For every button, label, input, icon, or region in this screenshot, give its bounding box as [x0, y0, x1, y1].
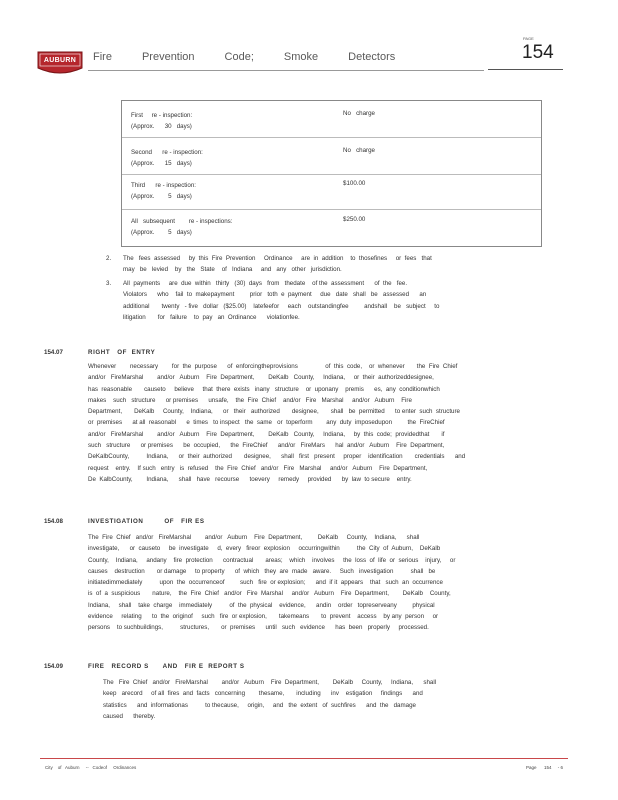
text-line: The Fire Chief and/or FireMarshal and/or Auburn Fire Department, DeKalb County, Indiana, shall [103, 679, 437, 686]
section-body [103, 677, 543, 722]
fee-label-line: Third re - inspection: [131, 182, 196, 189]
fee-row [122, 210, 541, 245]
fee-label-line: (Approx. 5 days) [131, 229, 192, 236]
text-line: may be levied by the State of Indiana and any other jurisdiction. [123, 266, 342, 274]
section-number: 154.08 [44, 518, 63, 525]
text-line: litigation for failure to pay an Ordinance violationfee. [123, 313, 300, 321]
text-line: The Fire Chief and/or FireMarshal and/or Auburn Fire Department, DeKalb County, Indiana, shall [88, 534, 420, 541]
section-body [88, 361, 558, 485]
fee-label-line: All subsequent re - inspections: [131, 218, 233, 225]
title-word: Detectors [348, 51, 396, 63]
footer-left-text: City of Auburn -- Codeof Ordinances [45, 765, 137, 770]
text-line: persons to suchbuildings, structures, or premises until such evidence has been properly processed. [88, 624, 429, 632]
text-line: caused thereby. [103, 712, 156, 720]
section-body [88, 532, 558, 634]
text-line: DeKalbCounty, Indiana, or their authorized designee, shall first present proper identification credentials and [88, 453, 466, 461]
text-line: evidence relating to the originof such fire or explosion, takemeans to prevent access by any person or [88, 613, 439, 621]
title-word: Fire [93, 51, 112, 63]
list-number: 3. [106, 280, 112, 287]
text-line: makes such structure or premises unsafe, the Fire Chief and/or Fire Marshal and/or Auburn Fire [88, 396, 412, 404]
text-line: has reasonable causeto believe that there exists inany structure or uponany premis es, any conditionwhich [88, 385, 440, 393]
fee-value: No charge [343, 147, 375, 154]
section-title: RIGHT OF ENTRY [88, 349, 156, 356]
text-line: Indiana, shall take charge immediately of the physical evidence, andin order topreserveany physical [88, 601, 435, 609]
text-line: All payments are due within thirty (30) days from thedate of the assessment of the fee. [123, 280, 408, 287]
text-line: County, Indiana, andany fire protection contractual areas; which involves the loss of life or serious injury, or [88, 556, 456, 564]
fee-label [131, 216, 232, 238]
text-line: such structure or premises be occupied, the FireChief and/or FireMars hal and/or Auburn Fire Department, [88, 442, 445, 450]
page-title [93, 51, 425, 63]
fee-label [131, 147, 203, 169]
text-line: additional twenty - five dollar ($25.00) latefeefor each outstandingfee andshall be subject to [123, 302, 440, 310]
text-line: causes destruction or damage to property of which they are made aware. Such investigation shall be [88, 567, 436, 575]
text-line: Violators who fail to makepayment prior toth e payment due date shall be assessed an [123, 291, 427, 299]
text-line: and/or FireMarshal and/or Auburn Fire Department, DeKalb County, Indiana, or their authorizeddesignee, [88, 374, 434, 382]
footer-page-number: Page 154 - 6 [526, 765, 564, 770]
text-line: The fees assessed by this Fire Prevention Ordinance are in addition to thosefines or fees that [123, 255, 432, 262]
fee-label-line: First re - inspection: [131, 112, 193, 119]
section-number: 154.09 [44, 663, 63, 670]
title-word: Smoke [283, 51, 319, 63]
page-label: PAGE [523, 36, 534, 41]
fee-row [122, 175, 541, 210]
section-title: INVESTIGATION OF FIR ES [88, 518, 205, 525]
list-body [123, 253, 553, 276]
header-divider [88, 70, 484, 71]
text-line: Department, DeKalb County, Indiana, or their authorized designee, shall be permitted to enter such structure [88, 408, 461, 416]
text-line: is of a suspicious nature, the Fire Chief and/or Fire Marshal and/or Auburn Fire Department, DeKalb County, [88, 590, 451, 598]
fee-label [131, 180, 196, 202]
logo-text: AUBURN [43, 57, 77, 64]
section-title: FIRE RECORD S AND FIR E REPORT S [88, 663, 245, 670]
fee-label [131, 110, 192, 132]
text-line: De KalbCounty, Indiana, shall have recourse toevery remedy provided by law to secure entry. [88, 475, 412, 483]
fee-value: $100.00 [343, 180, 366, 187]
text-line: Whenever necessary for the purpose of enforcingtheprovisions of this code, or whenever the Fire Chief [88, 363, 458, 370]
text-line: or premises at all reasonabl e times to inspect the same or toperform any duty imposedupon the FireChief [88, 419, 445, 427]
header-divider-right [488, 69, 563, 70]
text-line: initiatedimmediately upon the occurrenceof such fire or explosion; and if it appears that such an occurrence [88, 579, 443, 587]
fee-label-line: (Approx. 15 days) [131, 160, 192, 167]
fee-value: $250.00 [343, 216, 366, 223]
auburn-logo [35, 48, 85, 76]
text-line: investigate, or causeto be investigate d, every fireor explosion occurringwithin the City of Auburn, DeKalb [88, 545, 441, 553]
fee-value: No charge [343, 110, 375, 117]
list-body [123, 278, 553, 323]
text-line: keep arecord of all fires and facts concerning thesame, including inv estigation findings and [103, 690, 423, 698]
fee-table [121, 100, 542, 247]
section-number: 154.07 [44, 349, 63, 356]
fee-label-line: Second re - inspection: [131, 149, 203, 156]
text-line: statistics and informationas to thecause, origin, and the extent of suchfires and the damage [103, 701, 416, 709]
title-word: Prevention [141, 51, 195, 63]
footer-divider [40, 758, 568, 759]
fee-row [122, 138, 541, 175]
text-line: request entry. If such entry is refused the Fire Chief and/or Fire Marshal and/or Auburn Fire Department, [88, 464, 428, 472]
fee-label-line: (Approx. 30 days) [131, 123, 192, 130]
fee-row [122, 101, 541, 138]
fee-label-line: (Approx. 5 days) [131, 193, 192, 200]
text-line: and/or FireMarshal and/or Auburn Fire Department, DeKalb County, Indiana, by this code; providedthat if [88, 430, 445, 438]
title-word: Code; [224, 51, 254, 63]
page-number: 154 [522, 42, 554, 63]
list-number: 2. [106, 255, 112, 262]
